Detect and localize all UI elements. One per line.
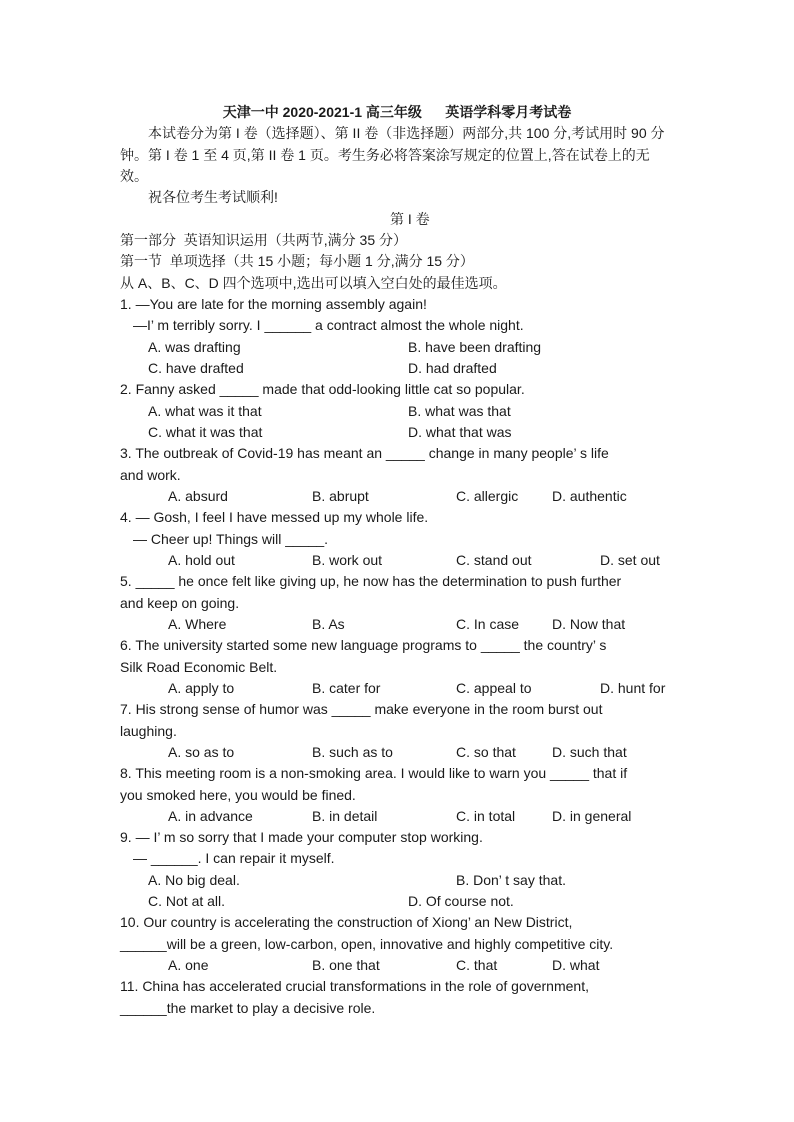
option-a: A. so as to — [168, 743, 235, 760]
option-b: B. one that — [312, 957, 380, 974]
question-5-options-row — [0, 614, 794, 635]
question-7-options-row — [0, 742, 794, 763]
option-d: D. had drafted — [408, 359, 497, 376]
option-d: D. such that — [552, 743, 627, 760]
option-c: C. stand out — [456, 551, 532, 568]
section-heading: 第一节 单项选择（共 15 小题；每小题 1 分,满分 15 分） — [120, 253, 474, 270]
option-d: D. hunt for — [600, 679, 666, 696]
question-7-stem: 7. His strong sense of humor was _____ make everyone in the room burst out — [120, 701, 603, 718]
question-1-stem: 1. —You are late for the morning assembly again! — [120, 295, 427, 312]
exam-title: 天津一中 2020-2021-1 高三年级 英语学科零月考试卷 — [222, 104, 572, 120]
question-8-stem: you smoked here, you would be fined. — [120, 786, 356, 803]
option-b: B. work out — [312, 551, 383, 568]
option-b: B. abrupt — [312, 487, 369, 504]
question-4-stem: — Cheer up! Things will _____. — [133, 530, 329, 547]
option-c: C. that — [456, 957, 498, 974]
question-9-options-row — [0, 891, 794, 912]
option-d: D. authentic — [552, 487, 627, 504]
question-10-options-row — [0, 955, 794, 976]
question-10-stem: 10. Our country is accelerating the construction of Xiong’ an New District, — [120, 914, 573, 931]
good-luck-line: 祝各位考生考试顺利! — [148, 189, 278, 206]
option-a: A. Where — [168, 615, 227, 632]
question-2-options-row — [0, 422, 794, 443]
question-4-stem: 4. — Gosh, I feel I have messed up my whole life. — [120, 509, 429, 526]
option-c: C. what it was that — [148, 423, 263, 440]
question-8-stem: 8. This meeting room is a non-smoking area. I would like to warn you _____ that if — [120, 765, 628, 782]
option-c: C. appeal to — [456, 679, 532, 696]
question-8-options-row — [0, 806, 794, 827]
question-5-stem: and keep on going. — [120, 594, 240, 611]
question-4-options-row — [0, 550, 794, 571]
option-b: B. Don’ t say that. — [456, 871, 566, 888]
question-1-options-row — [0, 337, 794, 358]
question-6-stem: Silk Road Economic Belt. — [120, 658, 278, 675]
question-1-stem: —I’ m terribly sorry. I ______ a contract almost the whole night. — [133, 317, 524, 334]
option-c: C. in total — [456, 807, 516, 824]
option-c: C. Not at all. — [148, 893, 226, 910]
question-1-options-row — [0, 358, 794, 379]
question-6-options-row — [0, 678, 794, 699]
question-2-stem: 2. Fanny asked _____ made that odd-looking little cat so popular. — [120, 381, 525, 398]
option-b: B. cater for — [312, 679, 381, 696]
question-5-stem: 5. _____ he once felt like giving up, he now has the determination to push further — [120, 573, 622, 590]
option-b: B. such as to — [312, 743, 393, 760]
option-a: A. No big deal. — [148, 871, 240, 888]
part-heading: 第一部分 英语知识运用（共两节,满分 35 分） — [120, 231, 408, 248]
option-a: A. in advance — [168, 807, 253, 824]
option-d: D. Now that — [552, 615, 626, 632]
option-c: C. so that — [456, 743, 516, 760]
question-9-options-row — [0, 870, 794, 891]
intro-line: 本试卷分为第 I 卷（选择题）、第 II 卷（非选择题）两部分,共 100 分,考试用时 90 分 — [148, 125, 665, 142]
question-9-stem: — ______. I can repair it myself. — [133, 850, 335, 867]
option-a: A. what was it that — [148, 402, 262, 419]
option-c: C. allergic — [456, 487, 519, 504]
option-c: C. In case — [456, 615, 520, 632]
option-a: A. apply to — [168, 679, 235, 696]
question-10-stem: ______will be a green, low-carbon, open, innovative and highly competitive city. — [120, 935, 614, 952]
option-a: A. was drafting — [148, 338, 241, 355]
volume-heading: 第 I 卷 — [390, 210, 430, 227]
question-2-options-row — [0, 401, 794, 422]
question-11-stem: 11. China has accelerated crucial transformations in the role of government, — [120, 978, 589, 995]
question-3-options-row — [0, 486, 794, 507]
option-d: D. Of course not. — [408, 893, 514, 910]
option-b: B. As — [312, 615, 345, 632]
question-11-stem: ______the market to play a decisive role. — [120, 999, 376, 1016]
option-b: B. what was that — [408, 402, 511, 419]
intro-line: 效。 — [120, 167, 148, 184]
option-c: C. have drafted — [148, 359, 244, 376]
question-6-stem: 6. The university started some new language programs to _____ the country’ s — [120, 637, 607, 654]
option-b: B. have been drafting — [408, 338, 542, 355]
question-3-stem: 3. The outbreak of Covid-19 has meant an _____ change in many people’ s life — [120, 445, 609, 462]
option-a: A. one — [168, 957, 209, 974]
option-d: D. in general — [552, 807, 632, 824]
question-9-stem: 9. — I’ m so sorry that I made your computer stop working. — [120, 829, 483, 846]
option-b: B. in detail — [312, 807, 378, 824]
option-a: A. absurd — [168, 487, 228, 504]
question-3-stem: and work. — [120, 466, 181, 483]
question-7-stem: laughing. — [120, 722, 177, 739]
option-d: D. set out — [600, 551, 660, 568]
option-d: D. what — [552, 957, 600, 974]
exam-content — [0, 102, 794, 1019]
intro-line: 钟。第 I 卷 1 至 4 页,第 II 卷 1 页。考生务必将答案涂写规定的位置上,答在试卷上的无 — [120, 146, 650, 163]
option-a: A. hold out — [168, 551, 235, 568]
instructions: 从 A、B、C、D 四个选项中,选出可以填入空白处的最佳选项。 — [120, 274, 507, 291]
option-d: D. what that was — [408, 423, 512, 440]
